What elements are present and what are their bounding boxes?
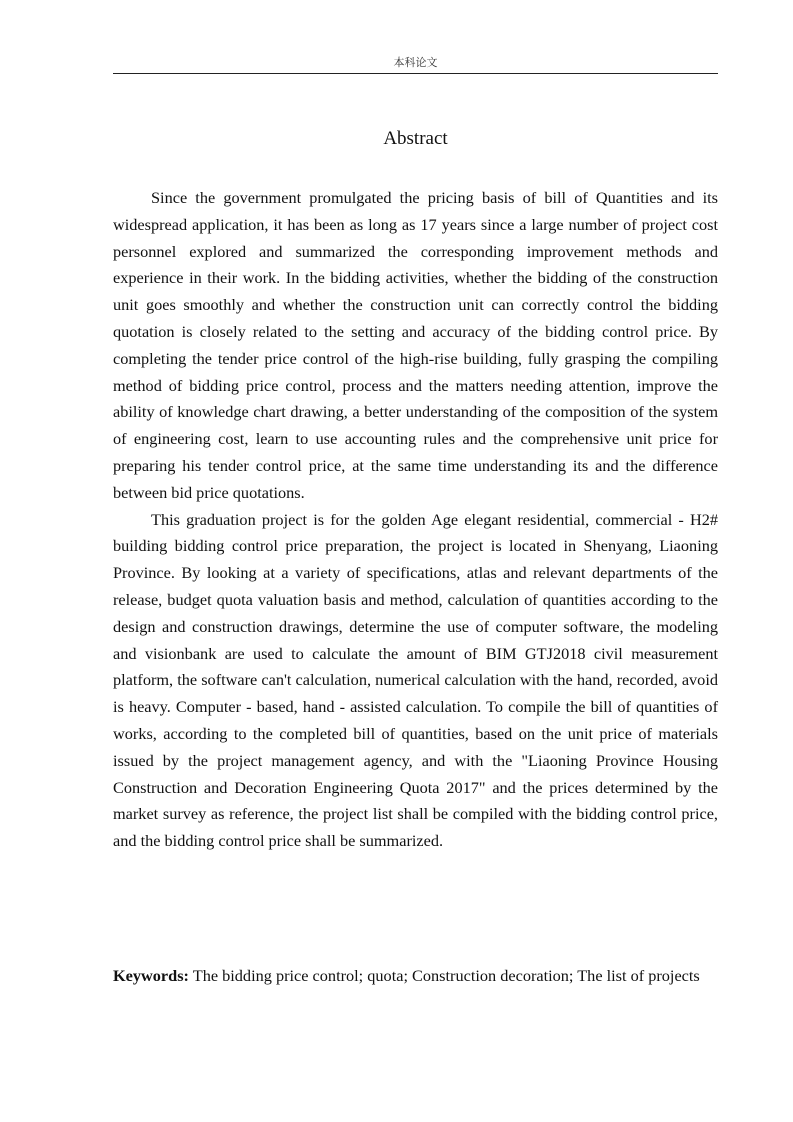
keywords-line [113,963,718,990]
abstract-body [113,185,718,855]
header-rule [113,73,718,74]
abstract-paragraph-1: Since the government promulgated the pricing basis of bill of Quantities and its widespread application, it has been as long as 17 years since a large number of project cost personnel explored and summarized the corresponding improvement methods and experience in their work. In the bidding activities, whether the bidding of the construction unit goes smoothly and whether the construction unit can correctly control the bidding quotation is closely related to the setting and accuracy of the bidding control price. By completing the tender price control of the high-rise building, fully grasping the compiling method of bidding price control, process and the matters needing attention, improve the ability of knowledge chart drawing, a better understanding of the composition of the system of engineering cost, learn to use accounting rules and the comprehensive unit price for preparing his tender control price, at the same time understanding its and the difference between bid price quotations. [113,188,718,502]
running-header: 本科论文 [393,57,438,69]
abstract-title: Abstract [383,128,448,149]
keywords-text: The bidding price control; quota; Construction decoration; The list of projects [192,966,700,985]
abstract-paragraph-2: This graduation project is for the golden Age elegant residential, commercial - H2# building bidding control price preparation, the project is located in Shenyang, Liaoning Province. By looking at a variety of specifications, atlas and relevant departments of the release, budget quota valuation basis and method, calculation of quantities according to the design and construction drawings, determine the use of computer software, the modeling and visionbank are used to calculate the amount of BIM GTJ2018 civil measurement platform, the software can't calculation, numerical calculation with the hand, recorded, avoid is heavy. Computer - based, hand - assisted calculation. To compile the bill of quantities of works, according to the completed bill of quantities, based on the unit price of materials issued by the project management agency, and with the "Liaoning Province Housing Construction and Decoration Engineering Quota 2017" and the prices determined by the market survey as reference, the project list shall be compiled with the bidding control price, and the bidding control price shall be summarized. [113,509,718,851]
keywords-label: Keywords: [113,966,189,985]
